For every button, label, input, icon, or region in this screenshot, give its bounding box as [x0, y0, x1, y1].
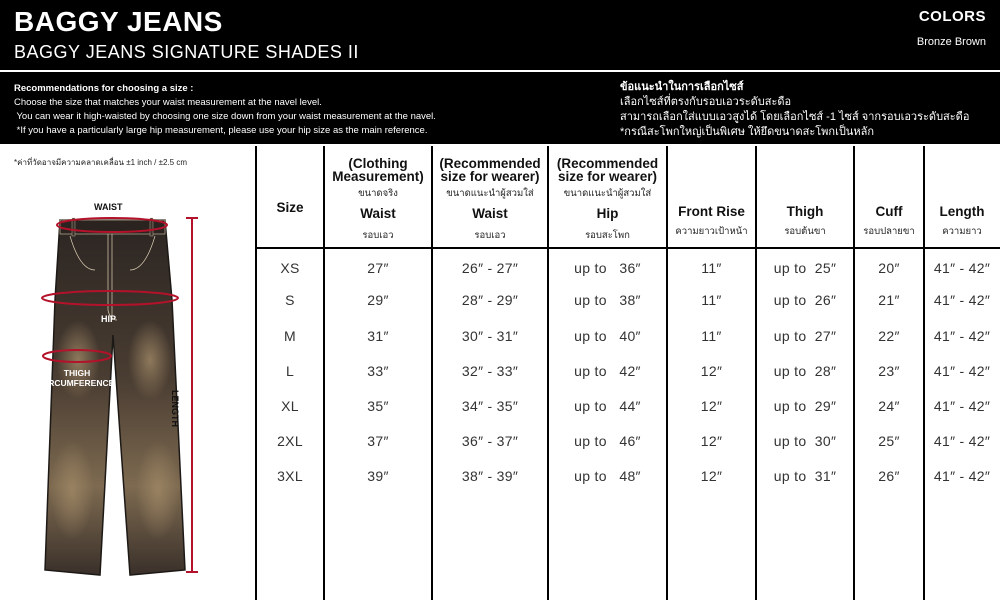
- table-cell-hip-rec: up to 48″: [574, 468, 641, 484]
- table-cell-waist-cm: 33″: [367, 363, 389, 379]
- size-chart-table: [256, 146, 1000, 600]
- table-cell-size: 2XL: [277, 433, 303, 449]
- column-header-label: Size: [276, 200, 304, 215]
- table-cell-waist-rec: 30″ - 31″: [461, 328, 519, 344]
- table-cell-waist-rec: 28″ - 29″: [461, 292, 519, 308]
- table-cell-waist-cm: 29″: [367, 292, 389, 308]
- table-cell-waist-rec: 38″ - 39″: [461, 468, 519, 484]
- column-header-label: Hip: [596, 206, 619, 221]
- column-header-length: [924, 146, 1000, 247]
- table-cell-thigh: up to 31″: [773, 468, 837, 484]
- column-header-hip-rec: [548, 146, 667, 247]
- jeans-diagram: [0, 170, 255, 600]
- table-cell-cuff: 25″: [878, 433, 900, 449]
- table-cell-front-rise: 11″: [701, 292, 722, 308]
- column-header-thai-label: ความยาวเป้าหน้า: [675, 226, 748, 237]
- recommendation-line-th: สามารถเลือกใส่แบบเอวสูงได้ โดยเลือกไซส์ -1 ไซส์ จากรอบเอวระดับสะดือ: [620, 111, 970, 123]
- table-cell-hip-rec: up to 44″: [574, 398, 641, 414]
- column-header-note: (Recommended size for wearer): [556, 156, 659, 184]
- table-cell-front-rise: 12″: [700, 363, 723, 379]
- column-header-cuff: [854, 146, 924, 247]
- table-cell-front-rise: 12″: [700, 468, 723, 484]
- column-header-thai-label: รอบเอว: [362, 230, 394, 241]
- column-header-thai-label: รอบเอว: [474, 230, 506, 241]
- table-cell-hip-rec: up to 38″: [574, 292, 641, 308]
- column-header-thigh: [756, 146, 854, 247]
- table-cell-cuff: 24″: [878, 398, 900, 414]
- recommendations-english: [14, 82, 436, 138]
- table-cell-thigh: up to 28″: [773, 363, 837, 379]
- waist-label: WAIST: [94, 202, 123, 212]
- column-header-thai-note: ขนาดจริง: [358, 188, 398, 199]
- column-header-label: Cuff: [875, 204, 903, 219]
- column-header-waist-cm: [324, 146, 432, 247]
- table-cell-size: M: [284, 328, 296, 344]
- column-header-front-rise: [667, 146, 756, 247]
- table-cell-waist-rec: 26″ - 27″: [461, 260, 519, 276]
- colors-label: COLORS: [918, 8, 986, 25]
- table-cell-length: 41″ - 42″: [933, 328, 991, 344]
- table-cell-waist-cm: 27″: [367, 260, 389, 276]
- recommendations-thai: [620, 80, 969, 140]
- recommendation-line-en: You can wear it high-waisted by choosing one size down from your waist measurement at the navel.: [14, 111, 436, 122]
- table-cell-front-rise: 12″: [700, 433, 723, 449]
- recommendation-band: [0, 72, 1000, 144]
- table-cell-waist-rec: 34″ - 35″: [461, 398, 519, 414]
- table-cell-size: XL: [281, 398, 299, 414]
- table-cell-cuff: 23″: [878, 363, 900, 379]
- column-header-label: Front Rise: [678, 204, 745, 219]
- table-cell-thigh: up to 26″: [773, 292, 837, 308]
- thigh-label: THIGH CIRCUMFERENCE: [39, 368, 115, 388]
- product-subtitle: BAGGY JEANS SIGNATURE SHADES II: [14, 42, 359, 62]
- table-cell-size: S: [285, 292, 295, 308]
- table-cell-waist-cm: 31″: [367, 328, 389, 344]
- table-cell-length: 41″ - 42″: [933, 468, 991, 484]
- column-header-thai-label: รอบสะโพก: [585, 230, 630, 241]
- table-cell-waist-rec: 32″ - 33″: [461, 363, 519, 379]
- table-cell-front-rise: 11″: [701, 328, 722, 344]
- table-cell-length: 41″ - 42″: [933, 260, 991, 276]
- column-header-thai-label: รอบต้นขา: [784, 226, 826, 237]
- hip-label: HIP: [101, 314, 117, 324]
- header-bar: [0, 0, 1000, 70]
- table-cell-waist-cm: 37″: [367, 433, 389, 449]
- table-cell-cuff: 22″: [878, 328, 900, 344]
- column-header-note: (Recommended size for wearer): [439, 156, 541, 184]
- column-header-label: Thigh: [786, 204, 824, 219]
- length-label: LENGTH: [170, 390, 180, 427]
- table-cell-size: L: [285, 363, 295, 379]
- tolerance-note: *ค่าที่วัดอาจมีความคลาดเคลื่อน ±1 inch / ±2.5 cm: [14, 158, 188, 167]
- column-header-note: (Clothing Measurement): [332, 156, 424, 184]
- table-cell-thigh: up to 27″: [773, 328, 837, 344]
- table-cell-waist-cm: 39″: [367, 468, 389, 484]
- recommendations-title-th: ข้อแนะนำในการเลือกไซส์: [620, 81, 744, 93]
- table-cell-hip-rec: up to 42″: [574, 363, 641, 379]
- table-cell-front-rise: 12″: [700, 398, 723, 414]
- column-header-thai-label: ความยาว: [942, 226, 982, 237]
- table-cell-thigh: up to 29″: [773, 398, 837, 414]
- product-title: BAGGY JEANS: [14, 6, 223, 37]
- recommendation-line-th: *กรณีสะโพกใหญ่เป็นพิเศษ ให้ยึดขนาดสะโพกเป็นหลัก: [620, 126, 874, 138]
- table-cell-hip-rec: up to 46″: [574, 433, 641, 449]
- table-cell-front-rise: 11″: [701, 260, 722, 276]
- table-cell-size: 3XL: [277, 468, 303, 484]
- table-cell-waist-cm: 35″: [367, 398, 389, 414]
- table-cell-thigh: up to 30″: [773, 433, 837, 449]
- table-cell-cuff: 20″: [878, 260, 900, 276]
- column-header-label: Length: [939, 204, 985, 219]
- recommendation-line-th: เลือกไซส์ที่ตรงกับรอบเอวระดับสะดือ: [620, 96, 792, 108]
- column-header-label: Waist: [360, 206, 396, 221]
- color-value: Bronze Brown: [916, 36, 986, 48]
- recommendations-title-en: Recommendations for choosing a size :: [14, 83, 194, 94]
- recommendation-line-en: Choose the size that matches your waist measurement at the navel level.: [14, 97, 322, 108]
- recommendation-line-en: *If you have a particularly large hip measurement, please use your hip size as the main reference.: [14, 125, 428, 136]
- table-cell-length: 41″ - 42″: [933, 292, 991, 308]
- column-header-size: [256, 146, 324, 247]
- column-header-waist-rec: [432, 146, 548, 247]
- table-cell-length: 41″ - 42″: [933, 398, 991, 414]
- table-cell-hip-rec: up to 36″: [574, 260, 641, 276]
- table-cell-length: 41″ - 42″: [933, 363, 991, 379]
- column-header-label: Waist: [472, 206, 508, 221]
- table-cell-size: XS: [280, 260, 300, 276]
- table-cell-length: 41″ - 42″: [933, 433, 991, 449]
- header-divider: [256, 247, 1000, 249]
- table-cell-thigh: up to 25″: [773, 260, 837, 276]
- table-cell-cuff: 26″: [878, 468, 900, 484]
- column-header-thai-note: ขนาดแนะนำผู้สวมใส่: [563, 188, 652, 199]
- table-cell-waist-rec: 36″ - 37″: [461, 433, 519, 449]
- column-header-thai-note: ขนาดแนะนำผู้สวมใส่: [446, 188, 534, 199]
- table-cell-cuff: 21″: [878, 292, 900, 308]
- column-header-thai-label: รอบปลายขา: [863, 226, 915, 237]
- table-cell-hip-rec: up to 40″: [574, 328, 641, 344]
